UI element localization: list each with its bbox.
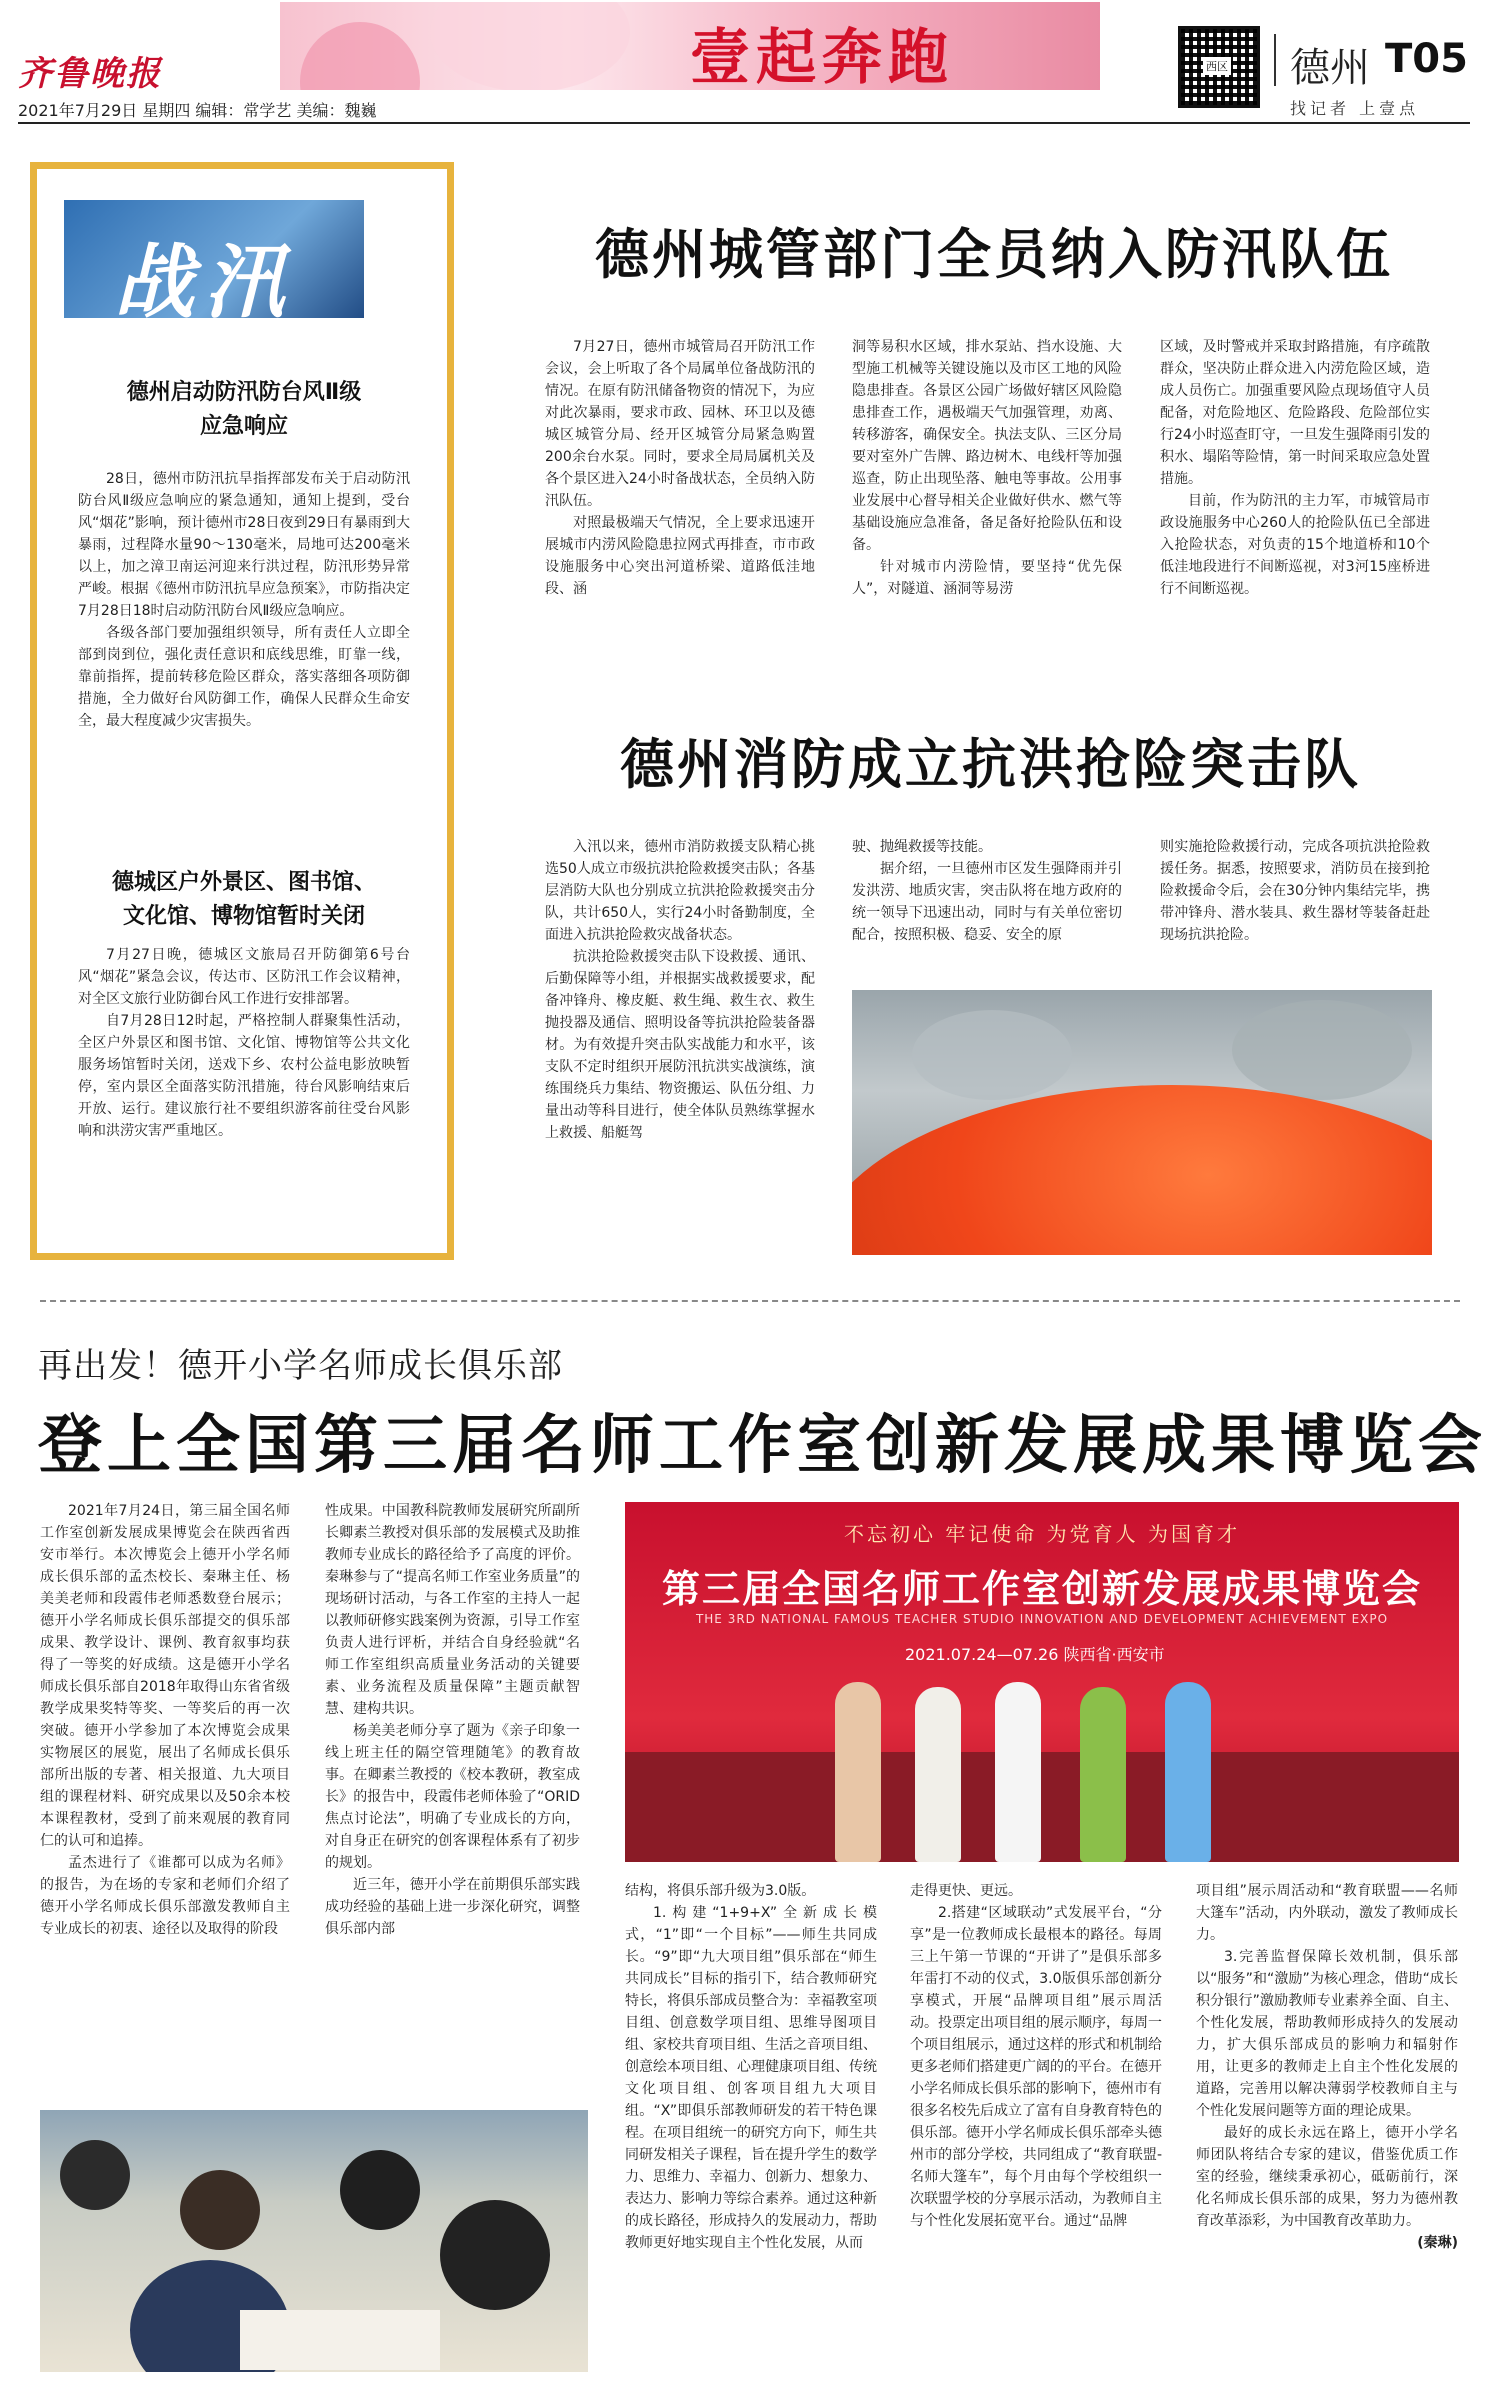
award-recipient bbox=[915, 1687, 961, 1862]
article1-paragraph: 7月27日，德州市城管局召开防汛工作会议，会上听取了各个局属单位备战防汛的情况。在原有防汛储备物资的情况下，为应对此次暴雨，要求市政、园林、环卫以及德城区城管分局、经开区城管分局紧急购置200余台水泵。同时，要求全局局属机关及各个景区进入24小时备战状态，全员纳入防汛队伍。 bbox=[545, 339, 815, 509]
qr-code[interactable] bbox=[1178, 26, 1260, 108]
expo-slogan: 不忘初心 牢记使命 为党育人 为国育才 bbox=[843, 1522, 1241, 1546]
article2-paragraph: 驶、抛绳救援等技能。 bbox=[852, 839, 992, 855]
section-divider bbox=[40, 1300, 1460, 1302]
article1-paragraph: 目前，作为防汛的主力军，市城管局市政设施服务中心260人的抢险队伍已全部进入抢险状态，对负责的15个地道桥和10个低洼地段进行不间断巡视，对3河15座桥进行不间断巡视。 bbox=[1160, 493, 1430, 597]
article3-paragraph: 走得更快、更远。 bbox=[910, 1883, 1022, 1899]
article2-column-3 bbox=[1160, 836, 1430, 946]
article2-column-1 bbox=[545, 836, 815, 1144]
article2-headline: 德州消防成立抗洪抢险突击队 bbox=[620, 732, 1361, 796]
box-title: 战汛 bbox=[114, 235, 294, 329]
banner-decoration bbox=[300, 22, 420, 90]
story1-body bbox=[78, 468, 410, 732]
article1-column-2 bbox=[852, 336, 1122, 600]
article3-paragraph: 2.搭建“区域联动”式发展平台，“分享”是一位教师成长最根本的路径。每周三上午第一节课的“开讲了”是俱乐部多年雷打不动的仪式，3.0版俱乐部创新分享模式，开展“品牌项目组”展示周活动。投票定出项目组的展示顺序，每周一个项目组展示，通过这样的形式和机制给更多老师们搭建更广阔的的平台。在德开小学名师成长俱乐部的影响下，德州市有很多名校先后成立了富有自身教育特色的俱乐部。德开小学名师成长俱乐部牵头德州市的部分学校，共同组成了“教育联盟-名师大篷车”，每个月由每个学校组织一次联盟学校的分享展示活动，为教师自主与个性化发展拓宽平台。通过“品牌 bbox=[910, 1905, 1162, 2229]
award-recipient bbox=[1080, 1687, 1126, 1862]
newspaper-name: 齐鲁晚报 bbox=[18, 54, 162, 94]
article1-column-3 bbox=[1160, 336, 1430, 600]
story2-paragraph: 自7月28日12时起，严格控制人群聚集性活动，全区户外景区和图书馆、文化馆、博物馆等公共文化服务场馆暂时关闭，送戏下乡、农村公益电影放映暂停，室内景区全面落实防汛措施，待台风影响结束后开放、运行。建议旅行社不要组织游客前往受台风影响和洪涝灾害严重地区。 bbox=[78, 1013, 410, 1139]
dateline: 2021年7月29日 星期四 编辑：常学艺 美编：魏巍 bbox=[18, 101, 377, 120]
expo-stage-floor bbox=[625, 1752, 1459, 1862]
article1-column-1 bbox=[545, 336, 815, 600]
zhanxun-banner-image bbox=[64, 200, 364, 329]
expo-english-title: THE 3RD NATIONAL FAMOUS TEACHER STUDIO INNOVATION AND DEVELOPMENT ACHIEVEMENT EXPO bbox=[695, 1612, 1389, 1626]
article3-column-4 bbox=[910, 1880, 1162, 2232]
article3-paragraph: 性成果。中国教科院教师发展研究所副所长卿素兰教授对俱乐部的发展模式及助推教师专业成长的路径给予了高度的评价。秦琳参与了“提高名师工作室业务质量”的现场研讨活动，与各工作室的主持人一起以教师研修实践案例为资源，引导工作室负责人进行评析，并结合自身经验就“名师工作室组织高质量业务活动的关键要素、业务流程及质量保障”主题贡献智慧、建构共识。 bbox=[325, 1503, 580, 1717]
article3-paragraph: 2021年7月24日，第三届全国名师工作室创新发展成果博览会在陕西省西安市举行。本次博览会上德开小学名师成长俱乐部的孟杰校长、秦琳主任、杨美美老师和段霞伟老师悉数登台展示；德开小学名师成长俱乐部提交的俱乐部成果、教学设计、课例、教育叙事均获得了一等奖的好成绩。这是德开小学名师成长俱乐部自2018年取得山东省省级教学成果奖特等奖、一等奖后的再一次突破。德开小学参加了本次博览会成果实物展区的展览，展出了名师成长俱乐部所出版的专著、相关报道、九大项目组的课程材料、研究成果以及50余本校本课程教材，受到了前来观展的教育同仁的认可和追捧。 bbox=[40, 1503, 290, 1849]
article1-paragraph: 区域，及时警戒并采取封路措施，有序疏散群众，坚决防止群众进入内涝危险区域，造成人员伤亡。加强重要风险点现场值守人员配备，对危险地区、危险路段、危险部位实行24小时巡查盯守，一旦发生强降雨引发的积水、塌陷等险情，第一时间采取应急处置措施。 bbox=[1160, 339, 1430, 487]
article3-paragraph: 3.完善监督保障长效机制，俱乐部以“服务”和“激励”为核心理念，借助“成长积分银行”激励教师专业素养全面、自主、个性化发展，帮助教师形成持久的发展动力，扩大俱乐部成员的影响力和辐射作用，让更多的教师走上自主个性化发展的道路，完善用以解决薄弱学校教师自主与个性化发展问题等方面的理论成果。 bbox=[1196, 1949, 1458, 2119]
photo-paper-shape bbox=[240, 2310, 440, 2370]
expo-date: 2021.07.24—07.26 陕西省·西安市 bbox=[905, 1645, 1165, 1664]
article3-headline: 登上全国第三届名师工作室创新发展成果博览会 bbox=[38, 1408, 1487, 1483]
article3-column-5 bbox=[1196, 1880, 1458, 2254]
story1-title-line2: 应急响应 bbox=[199, 414, 288, 439]
article1-headline: 德州城管部门全员纳入防汛队伍 bbox=[595, 222, 1393, 286]
photo-building-shape bbox=[1232, 1000, 1412, 1100]
masthead-rule bbox=[18, 122, 1470, 124]
award-recipient bbox=[1165, 1682, 1211, 1862]
article2-paragraph: 入汛以来，德州市消防救援支队精心挑选50人成立市级抗洪抢险救援突击队；各基层消防大队也分别成立抗洪抢险救援突击分队，共计650人，实行24小时备勤制度，全面进入抗洪抢险救灾战备状态。 bbox=[545, 839, 815, 943]
story2-title-line2: 文化馆、博物馆暂时关闭 bbox=[122, 904, 365, 929]
article3-subheadline: 再出发！德开小学名师成长俱乐部 bbox=[38, 1346, 563, 1386]
qr-label: 西区 bbox=[1203, 57, 1231, 75]
expo-stage-photo bbox=[625, 1502, 1459, 1862]
article3-column-3 bbox=[625, 1880, 877, 2254]
article3-paragraph: 结构，将俱乐部升级为3.0版。 bbox=[625, 1883, 816, 1899]
award-recipient bbox=[995, 1682, 1041, 1862]
award-recipient bbox=[835, 1682, 881, 1862]
masthead-divider bbox=[1274, 34, 1276, 86]
story1-title bbox=[64, 376, 424, 444]
article1-paragraph: 对照最极端天气情况，全上要求迅速开展城市内涝风险隐患拉网式再排查，市市政设施服务中心突出河道桥梁、道路低洼地段、涵 bbox=[545, 515, 815, 597]
article3-paragraph: 项目组”展示周活动和“教育联盟——名师大篷车”活动，内外联动，激发了教师成长力。 bbox=[1196, 1883, 1458, 1943]
story2-title bbox=[64, 866, 424, 934]
article3-column-1 bbox=[40, 1500, 290, 1940]
article3-author: (秦琳) bbox=[1417, 2235, 1458, 2251]
umbrella-canopy bbox=[852, 1085, 1432, 1255]
article3-paragraph: 孟杰进行了《谁都可以成为名师》的报告，为在场的专家和老师们介绍了德开小学名师成长俱乐部激发教师自主专业成长的初衷、途径以及取得的阶段 bbox=[40, 1855, 290, 1937]
photo-person-shape bbox=[180, 2170, 260, 2250]
story2-paragraph: 7月27日晚，德城区文旅局召开防御第6号台风“烟花”紧急会议，传达市、区防汛工作会议精神，对全区文旅行业防御台风工作进行安排部署。 bbox=[78, 947, 410, 1007]
story2-title-line1: 德城区户外景区、图书馆、 bbox=[111, 870, 376, 895]
story1-paragraph: 28日，德州市防汛抗旱指挥部发布关于启动防汛防台风Ⅱ级应急响应的紧急通知，通知上提到，受台风“烟花”影响，预计德州市28日夜到29日有暴雨到大暴雨，过程降水量90～130毫米，局地可达200毫米以上，加之漳卫南运河迎来行洪过程，防汛形势异常严峻。根据《德州市防汛抗旱应急预案》，市防指决定7月28日18时启动防汛防台风Ⅱ级应急响应。 bbox=[78, 471, 410, 619]
article2-column-2 bbox=[852, 836, 1122, 946]
edition-city: 德州 bbox=[1290, 45, 1370, 91]
edition-page-number: T05 bbox=[1385, 36, 1468, 82]
photo-person-shape bbox=[440, 2200, 550, 2310]
article2-paragraph: 据介绍，一旦德州市区发生强降雨并引发洪涝、地质灾害，突击队将在地方政府的统一领导下迅速出动，同时与有关单位密切配合，按照积极、稳妥、安全的原 bbox=[852, 861, 1122, 943]
article1-paragraph: 针对城市内涝险情，要坚持“优先保人”，对隧道、涵洞等易涝 bbox=[852, 559, 1122, 597]
banner-decoration bbox=[430, 2, 630, 90]
banner-slogan: 壹起奔跑 bbox=[690, 23, 954, 90]
red-umbrella-photo bbox=[852, 990, 1432, 1255]
masthead-slogan: 找记者 上壹点 bbox=[1290, 99, 1420, 118]
teacher-meeting-photo bbox=[40, 2110, 588, 2372]
article3-paragraph: 近三年，德开小学在前期俱乐部实践成功经验的基础上进一步深化研究，调整俱乐部内部 bbox=[325, 1877, 580, 1937]
article3-paragraph: 最好的成长永远在路上，德开小学名师团队将结合专家的建议，借鉴优质工作室的经验，继续秉承初心，砥砺前行，深化名师成长俱乐部的成果，努力为德州教育改革添彩，为中国教育改革助力。 bbox=[1196, 2125, 1458, 2229]
article3-paragraph: 杨美美老师分享了题为《亲子印象一线上班主任的隔空管理随笔》的教育故事。在卿素兰教授的《校本教研，教室成长》的报告中，段霞伟老师体验了“ORID焦点讨论法”，明确了专业成长的方向，对自身正在研究的创客课程体系有了初步的规划。 bbox=[325, 1723, 580, 1871]
article3-column-2 bbox=[325, 1500, 580, 1940]
photo-person-shape bbox=[60, 2140, 130, 2210]
article2-paragraph: 则实施抢险救援行动，完成各项抗洪抢险救援任务。据悉，按照要求，消防员在接到抢险救援命令后，会在30分钟内集结完毕，携带冲锋舟、潜水装具、救生器材等装备赶赴现场抗洪抢险。 bbox=[1160, 839, 1430, 943]
story1-paragraph: 各级各部门要加强组织领导，所有责任人立即全部到岗到位，强化责任意识和底线思维，盯靠一线，靠前指挥，提前转移危险区群众，落实落细各项防御措施，全力做好台风防御工作，确保人民群众生命安全，最大程度减少灾害损失。 bbox=[78, 625, 410, 729]
masthead-banner bbox=[280, 2, 1100, 90]
photo-building-shape bbox=[912, 1010, 1072, 1100]
story2-body bbox=[78, 944, 410, 1142]
article2-paragraph: 抗洪抢险救援突击队下设救援、通讯、后勤保障等小组，并根据实战救援要求，配备冲锋舟、橡皮艇、救生绳、救生衣、救生抛投器及通信、照明设备等抗洪抢险装备器材。为有效提升突击队实战能力和水平，该支队不定时组织开展防汛抗洪实战演练，演练围绕兵力集结、物资搬运、队伍分组、力量出动等科目进行，使全体队员熟练掌握水上救援、船艇驾 bbox=[545, 949, 815, 1141]
article3-paragraph: 1.构建“1+9+X”全新成长模式，“1”即“一个目标”——师生共同成长。“9”即“九大项目组”俱乐部在“师生共同成长”目标的指引下，结合教师研究特长，将俱乐部成员整合为：幸福教室项目组、创意数学项目组、思维导图项目组、家校共育项目组、生活之音项目组、创意绘本项目组、心理健康项目组、传统文化项目组、创客项目组九大项目组。“X”即俱乐部教师研发的若干特色课程。在项目组统一的研究方向下，师生共同研发相关子课程，旨在提升学生的数学力、思维力、幸福力、创新力、想象力、表达力、影响力等综合素养。通过这种新的成长路径，形成持久的发展动力，帮助教师更好地实现自主个性化发展，从而 bbox=[625, 1905, 877, 2251]
article1-paragraph: 洞等易积水区域，排水泵站、挡水设施、大型施工机械等关键设施以及市区工地的风险隐患排查。各景区公园广场做好辖区风险隐患排查工作，遇极端天气加强管理，劝离、转移游客，确保安全。执法支队、三区分局要对室外广告牌、路边树木、电线杆等加强巡查，防止出现坠落、触电等事故。公用事业发展中心督导相关企业做好供水、燃气等基础设施应急准备，备足备好抢险队伍和设备。 bbox=[852, 339, 1122, 553]
expo-title: 第三届全国名师工作室创新发展成果博览会 bbox=[661, 1566, 1422, 1611]
story1-title-line1: 德州启动防汛防台风Ⅱ级 bbox=[126, 380, 362, 405]
photo-person-shape bbox=[340, 2150, 420, 2230]
